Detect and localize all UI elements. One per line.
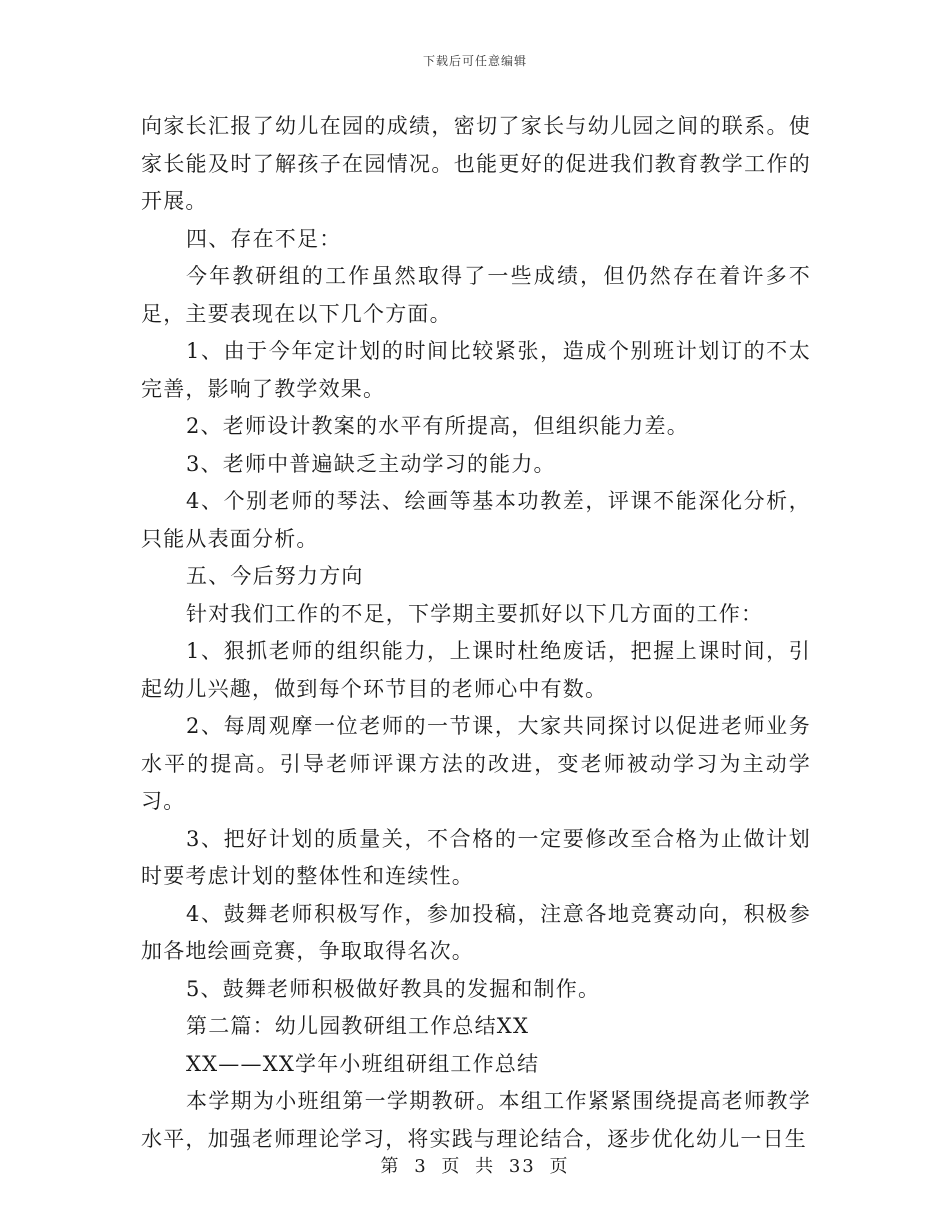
list-item: 2、老师设计教案的水平有所提高，但组织能力差。: [186, 414, 689, 438]
page-number: 第 3 页 共 33 页: [380, 1156, 570, 1177]
list-item: 1、狠抓老师的组织能力，上课时杜绝废话，把握上课时间，引起幼儿兴趣，做到每个环节目的老师心中有数。: [141, 639, 811, 701]
paragraph: 本学期为小班组第一学期教研。本组工作紧紧围绕提高老师教学水平，加强老师理论学习，将实践与理论结合，逐步优化幼儿一日生: [141, 1089, 811, 1151]
article-title: 第二篇：幼儿园教研组工作总结XX: [186, 1014, 530, 1038]
list-item: 3、把好计划的质量关，不合格的一定要修改至合格为止做计划时要考虑计划的整体性和连续性。: [141, 826, 811, 888]
page-header: 下载后可任意编辑: [422, 54, 527, 68]
list-item: 1、由于今年定计划的时间比较紧张，造成个别班计划订的不太完善，影响了教学效果。: [141, 339, 811, 401]
section-heading: 四、存在不足：: [186, 226, 342, 251]
list-item: 4、鼓舞老师积极写作，参加投稿，注意各地竞赛动向，积极参加各地绘画竞赛，争取取得名次。: [141, 901, 811, 963]
document-body: [141, 108, 811, 1158]
paragraph: 向家长汇报了幼儿在园的成绩，密切了家长与幼儿园之间的联系。使家长能及时了解孩子在园情况。也能更好的促进我们教育教学工作的开展。: [141, 114, 811, 213]
list-item: 5、鼓舞老师积极做好教具的发掘和制作。: [186, 976, 601, 1001]
list-item: 4、个别老师的琴法、绘画等基本功教差，评课不能深化分析，只能从表面分析。: [141, 489, 811, 551]
article-subtitle: XX——XX学年小班组研组工作总结: [186, 1051, 540, 1076]
paragraph: 针对我们工作的不足，下学期主要抓好以下几方面的工作：: [186, 601, 764, 626]
paragraph: 今年教研组的工作虽然取得了一些成绩，但仍然存在着许多不足，主要表现在以下几个方面。: [141, 264, 811, 326]
list-item: 3、老师中普遍缺乏主动学习的能力。: [186, 451, 556, 476]
section-heading: 五、今后努力方向: [186, 564, 364, 588]
list-item: 2、每周观摩一位老师的一节课，大家共同探讨以促进老师业务水平的提高。引导老师评课方法的改进，变老师被动学习为主动学习。: [141, 714, 811, 813]
